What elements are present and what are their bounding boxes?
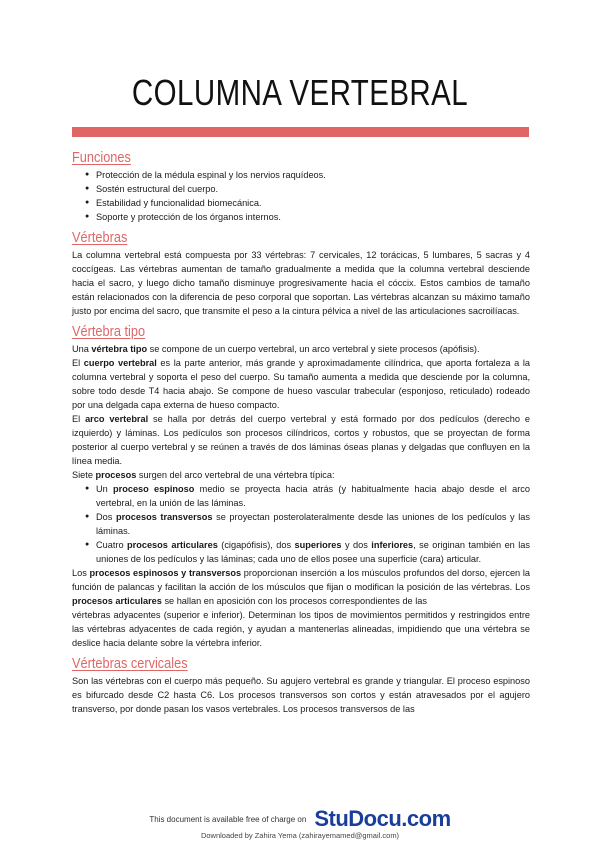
heading-funciones: Funciones — [72, 150, 131, 166]
downloaded-by-text: Downloaded by Zahira Yema (zahirayemamed@gmail.com) — [200, 831, 400, 840]
procesos-list — [72, 482, 530, 566]
section-vertebras — [72, 228, 530, 318]
logo-text: StuDocu — [314, 806, 402, 831]
heading-vertebra-tipo: Vértebra tipo — [72, 324, 146, 340]
list-item: ● Sostén estructural del cuerpo. — [72, 182, 530, 196]
list-item: ● Cuatro procesos articulares (cigapófisis), dos superiores y dos inferiores, se originan también en las uniones de los pedículos y las láminas; cada uno de ellos posee una superficie (cara) articular. — [72, 538, 530, 566]
footer — [0, 808, 600, 840]
list-item: ● Protección de la médula espinal y los nervios raquídeos. — [72, 168, 530, 182]
logo-domain: .com — [401, 806, 451, 831]
paragraph-vertebras-adyacentes: vértebras adyacentes (superior e inferior). Determinan los tipos de movimientos permitidos y restringidos entre las vértebras adyacentes de cada región, y ayudan a mantenerlas alineadas, impidiendo que una vértebra se deslice hacia delante sobre la vértebra inferior. — [72, 610, 530, 648]
paragraph-espinosos-transversos: Los procesos espinosos y transversos proporcionan inserción a los músculos profundos del dorso, ejercen la función de palancas y facilitan la acción de los músculos que fijan o modifican la posición de las vértebras. Los procesos articulares se hallan en aposición con los procesos correspondientes de las — [72, 568, 531, 606]
list-item: ● Dos procesos transversos se proyectan posterolateralmente desde las uniones de los pedículos y las láminas. — [72, 510, 530, 538]
paragraph-vertebras-cervicales: Son las vértebras con el cuerpo más pequeño. Su agujero vertebral es grande y triangular. El proceso espinoso es bifurcado desde C2 hasta C6. Los procesos transversos son cortos y están atravesados por el agujero transverso, por donde pasan los vasos vertebrales. Los procesos transversos de las — [72, 676, 530, 714]
paragraph-cuerpo-vertebral: El cuerpo vertebral es la parte anterior, más grande y aproximadamente cilíndrica, que aporta fortaleza a la columna vertebral y soporta el peso del cuerpo. Su tamaño aumenta a medida que desciende por la columna, sobre todo desde T4 hacia abajo. Se compone de hueso vascular trabecular (esponjoso, reticulado) rodeado por una delgada capa externa de hueso compacto. — [72, 358, 530, 410]
paragraph-arco-vertebral: El arco vertebral se halla por detrás del cuerpo vertebral y está formado por dos pedículos (derecho e izquierdo) y láminas. Los pedículos son procesos cilíndricos, cortos y robustos, que se proyectan de forma posterior al cuerpo vertebral y se reúnen a través de dos láminas óseas planas y delgadas que confluyen en la línea media. — [72, 414, 530, 466]
list-item: ● Soporte y protección de los órganos internos. — [72, 210, 530, 224]
section-funciones — [72, 148, 530, 224]
funciones-list — [72, 168, 530, 224]
document-title: COLUMNA VERTEBRAL — [131, 72, 469, 113]
paragraph-procesos: Siete procesos surgen del arco vertebral de una vértebra típica: — [72, 470, 335, 480]
footer-promo — [0, 808, 600, 830]
list-item: ● Un proceso espinoso medio se proyecta hacia atrás (y habitualmente hacia abajo desde el arco vertebral, en la unión de las láminas. — [72, 482, 530, 510]
free-of-charge-text: This document is available free of charge on — [149, 814, 307, 824]
studocu-logo-link[interactable] — [314, 806, 450, 832]
heading-vertebras-cervicales: Vértebras cervicales — [72, 656, 188, 672]
section-vertebra-tipo — [72, 322, 530, 650]
document-content — [72, 148, 530, 716]
paragraph-vertebra-tipo-1: Una vértebra tipo se compone de un cuerpo vertebral, un arco vertebral y siete procesos (apófisis). — [72, 344, 480, 354]
section-vertebras-cervicales — [72, 654, 530, 716]
list-item: ● Estabilidad y funcionalidad biomecánica. — [72, 196, 530, 210]
title-underline-bar — [72, 127, 529, 137]
paragraph-vertebras: La columna vertebral está compuesta por 33 vértebras: 7 cervicales, 12 torácicas, 5 lumbares, 5 sacras y 4 coccígeas. Las vértebras aumentan de tamaño gradualmente a medida que la columna vertebral desciende hacia el sacro, y luego dicho tamaño disminuye progresivamente hacia el cóccix. Estos cambios de tamaño están relacionados con la diferencia de peso corporal que soportan. Las vértebras alcanzan su máximo tamaño justo por encima del sacro, que transmite el peso a la cintura pélvica a nivel de las articulaciones sacroilíacas. — [72, 250, 530, 316]
heading-vertebras: Vértebras — [72, 230, 128, 246]
